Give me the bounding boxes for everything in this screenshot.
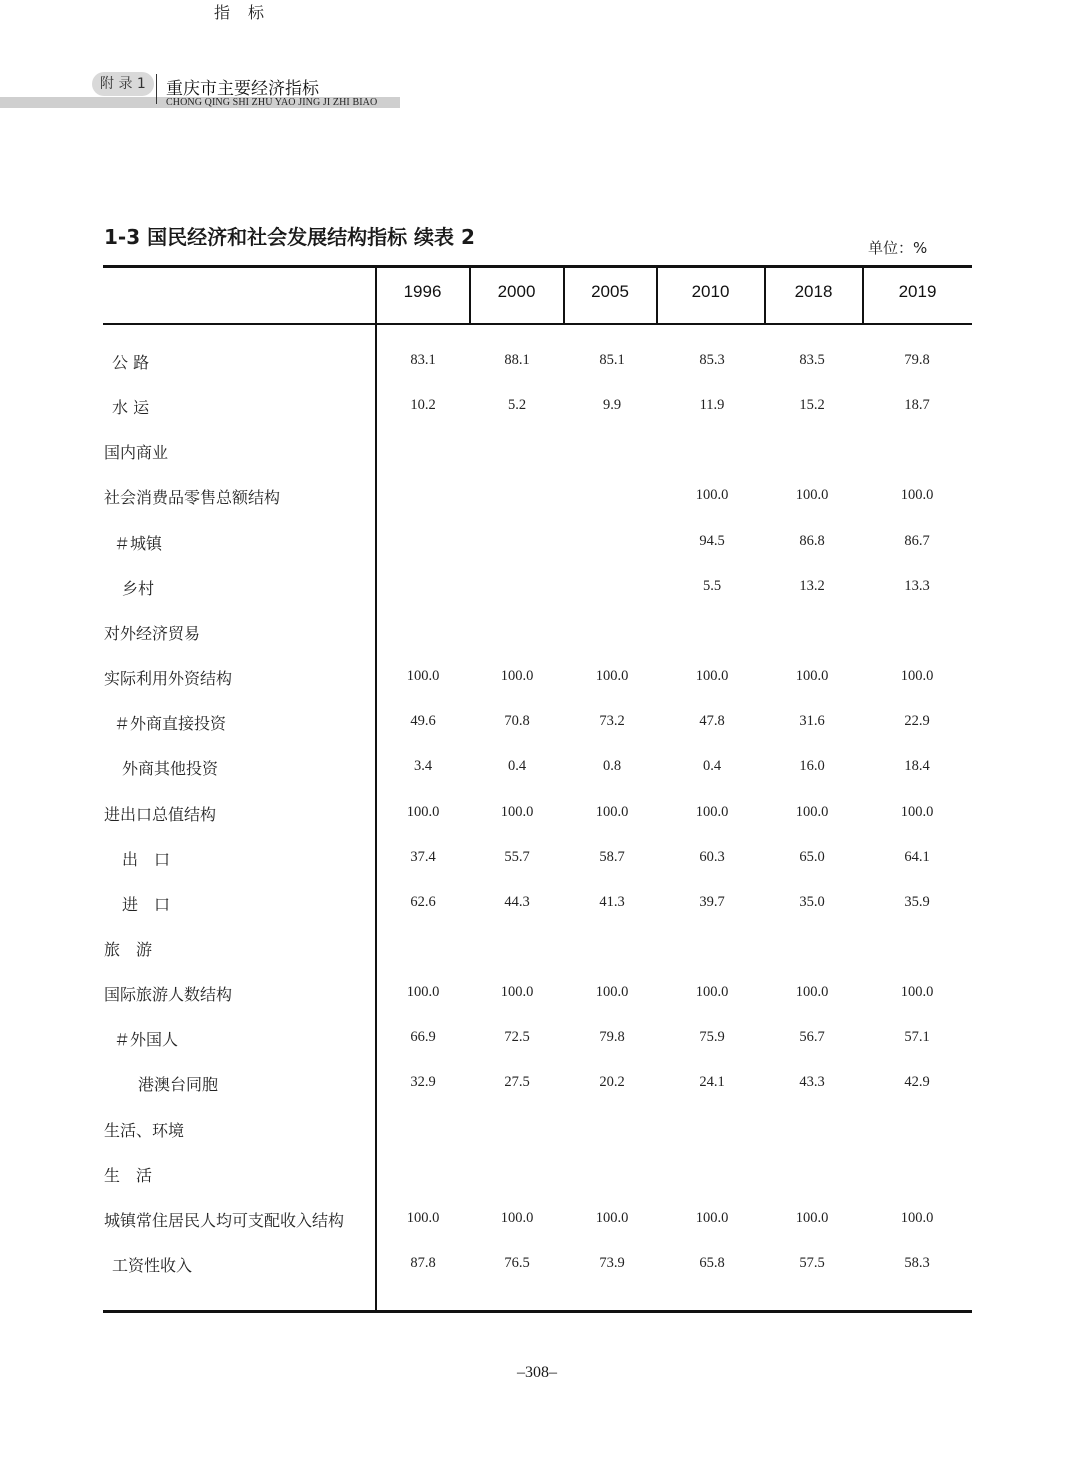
- row-label: 外商其他投资: [122, 759, 219, 779]
- row-label: 国际旅游人数结构: [104, 985, 233, 1005]
- cell-value: 73.2: [599, 713, 625, 730]
- column-header-2000: 2000: [497, 282, 536, 301]
- cell-value: 100.0: [406, 1209, 440, 1226]
- cell-value: 100.0: [795, 668, 829, 685]
- row-label: 进出口总值结构: [104, 804, 217, 824]
- cell-value: 100.0: [900, 1209, 934, 1226]
- row-label: 生 活: [104, 1165, 153, 1185]
- cell-value: 0.8: [602, 758, 622, 775]
- cell-value: 83.5: [799, 352, 825, 368]
- cell-value: 62.6: [410, 893, 436, 910]
- row-label: 水 运: [112, 398, 150, 418]
- cell-value: 100.0: [406, 984, 440, 1001]
- cell-value: 35.9: [904, 893, 930, 910]
- cell-value: 13.2: [799, 577, 825, 594]
- column-header-2019: 2019: [898, 282, 937, 301]
- cell-value: 24.1: [699, 1074, 725, 1091]
- table-row: [0, 531, 1074, 576]
- table-row: [0, 1163, 1074, 1208]
- table-row: [0, 1208, 1074, 1253]
- cell-value: 11.9: [699, 397, 725, 414]
- table-row: [0, 892, 1074, 937]
- cell-value: 57.5: [799, 1255, 825, 1271]
- cell-value: 35.0: [799, 893, 825, 910]
- cell-value: 100.0: [795, 1209, 829, 1226]
- row-label: 公 路: [112, 353, 150, 372]
- cell-value: 64.1: [904, 848, 930, 865]
- cell-value: 16.0: [799, 758, 825, 775]
- cell-value: 100.0: [900, 803, 934, 820]
- header-divider: [156, 74, 157, 104]
- table-row: [0, 621, 1074, 666]
- cell-value: 10.2: [410, 397, 436, 414]
- table-row: [0, 576, 1074, 621]
- cell-value: 66.9: [410, 1029, 436, 1046]
- table-title: 1-3 国民经济和社会发展结构指标 续表 2: [104, 225, 475, 249]
- cell-value: 18.4: [904, 758, 930, 775]
- cell-value: 65.8: [699, 1255, 725, 1271]
- header-title: 重庆市主要经济指标: [166, 79, 319, 99]
- cell-value: 100.0: [900, 668, 934, 685]
- cell-value: 100.0: [595, 1209, 629, 1226]
- table-row: [0, 756, 1074, 801]
- cell-value: 100.0: [695, 803, 729, 820]
- cell-value: 88.1: [504, 352, 530, 368]
- cell-value: 100.0: [795, 487, 829, 504]
- cell-value: 87.8: [410, 1255, 436, 1271]
- cell-value: 5.5: [702, 577, 722, 594]
- table-row: [0, 711, 1074, 756]
- cell-value: 43.3: [799, 1074, 825, 1091]
- cell-value: 31.6: [799, 713, 825, 730]
- row-label: 生活、环境: [104, 1120, 185, 1140]
- cell-value: 44.3: [504, 893, 530, 910]
- cell-value: 18.7: [904, 397, 930, 414]
- cell-value: 100.0: [500, 1209, 534, 1226]
- table-row: [0, 1027, 1074, 1072]
- cell-value: 100.0: [406, 803, 440, 820]
- cell-value: 100.0: [595, 984, 629, 1001]
- cell-value: 86.7: [904, 532, 930, 549]
- cell-value: 20.2: [599, 1074, 625, 1091]
- cell-value: 56.7: [799, 1029, 825, 1046]
- cell-value: 32.9: [410, 1074, 436, 1091]
- cell-value: 79.8: [599, 1029, 625, 1046]
- table-row: [0, 666, 1074, 711]
- row-label: ＃外商直接投资: [114, 714, 227, 734]
- table-row: [0, 802, 1074, 847]
- row-label: 社会消费品零售总额结构: [104, 488, 281, 508]
- cell-value: 100.0: [695, 487, 729, 504]
- page-number: –308–: [517, 1364, 557, 1381]
- cell-value: 22.9: [904, 713, 930, 730]
- cell-value: 57.1: [904, 1029, 930, 1046]
- cell-value: 60.3: [699, 848, 725, 865]
- cell-value: 9.9: [602, 397, 622, 414]
- cell-value: 100.0: [795, 984, 829, 1001]
- cell-value: 13.3: [904, 577, 930, 594]
- cell-value: 58.7: [599, 848, 625, 865]
- cell-value: 100.0: [695, 1209, 729, 1226]
- table-row: [0, 937, 1074, 982]
- cell-value: 100.0: [406, 668, 440, 685]
- cell-value: 100.0: [595, 668, 629, 685]
- header-subtitle: CHONG QING SHI ZHU YAO JING JI ZHI BIAO: [166, 97, 378, 108]
- row-label: 旅 游: [104, 939, 153, 959]
- table-bottom-rule: [103, 1310, 972, 1313]
- table-top-rule: [103, 265, 972, 268]
- cell-value: 47.8: [699, 713, 725, 730]
- cell-value: 100.0: [900, 487, 934, 504]
- cell-value: 73.9: [599, 1255, 625, 1271]
- cell-value: 15.2: [799, 397, 825, 414]
- cell-value: 100.0: [500, 803, 534, 820]
- table-row: [0, 1118, 1074, 1163]
- cell-value: 0.4: [507, 758, 527, 775]
- cell-value: 49.6: [410, 713, 436, 730]
- cell-value: 55.7: [504, 848, 530, 865]
- row-label: 港澳台同胞: [138, 1075, 219, 1095]
- cell-value: 85.1: [599, 352, 625, 368]
- cell-value: 70.8: [504, 713, 530, 730]
- row-label: 出 口: [122, 849, 171, 869]
- cell-value: 37.4: [410, 848, 436, 865]
- table-header-rule: [103, 323, 972, 325]
- cell-value: 41.3: [599, 893, 625, 910]
- column-header-2005: 2005: [591, 282, 629, 301]
- cell-value: 42.9: [904, 1074, 930, 1091]
- row-label: 城镇常住居民人均可支配收入结构: [104, 1210, 345, 1230]
- cell-value: 100.0: [795, 803, 829, 820]
- unit-label: 单位：%: [868, 239, 928, 257]
- column-header-2018: 2018: [794, 282, 833, 301]
- cell-value: 75.9: [699, 1029, 725, 1046]
- table-row: [0, 485, 1074, 530]
- cell-value: 3.4: [413, 758, 433, 775]
- table-row: [0, 350, 1074, 395]
- cell-value: 94.5: [699, 532, 725, 549]
- row-label: 实际利用外资结构: [104, 669, 233, 689]
- cell-value: 100.0: [900, 984, 934, 1001]
- row-label: 进 口: [122, 894, 171, 914]
- cell-value: 83.1: [410, 352, 436, 368]
- cell-value: 27.5: [504, 1074, 530, 1091]
- cell-value: 0.4: [702, 758, 722, 775]
- column-header-2010: 2010: [691, 282, 730, 301]
- table-row: [0, 395, 1074, 440]
- cell-value: 65.0: [799, 848, 825, 865]
- table-row: [0, 1072, 1074, 1117]
- cell-value: 100.0: [595, 803, 629, 820]
- cell-value: 79.8: [904, 352, 930, 368]
- cell-value: 100.0: [500, 984, 534, 1001]
- column-header-indicator: 指标: [213, 3, 282, 22]
- cell-value: 100.0: [500, 668, 534, 685]
- cell-value: 5.2: [507, 397, 527, 414]
- row-label: 工资性收入: [112, 1256, 193, 1275]
- column-header-1996: 1996: [403, 282, 442, 301]
- cell-value: 100.0: [695, 668, 729, 685]
- row-label: 对外经济贸易: [104, 623, 201, 643]
- table-row: [0, 440, 1074, 485]
- cell-value: 39.7: [699, 893, 725, 910]
- appendix-badge: 附 录 1: [92, 72, 154, 96]
- table-row: [0, 847, 1074, 892]
- cell-value: 58.3: [904, 1255, 930, 1271]
- cell-value: 76.5: [504, 1255, 530, 1271]
- cell-value: 85.3: [699, 352, 725, 368]
- table-row: [0, 982, 1074, 1027]
- cell-value: 100.0: [695, 984, 729, 1001]
- table-row: [0, 1253, 1074, 1298]
- row-label: ＃外国人: [114, 1030, 179, 1050]
- cell-value: 86.8: [799, 532, 825, 549]
- row-label: 国内商业: [104, 443, 169, 463]
- row-label: 乡村: [122, 578, 155, 598]
- cell-value: 72.5: [504, 1029, 530, 1046]
- row-label: ＃城镇: [114, 533, 163, 553]
